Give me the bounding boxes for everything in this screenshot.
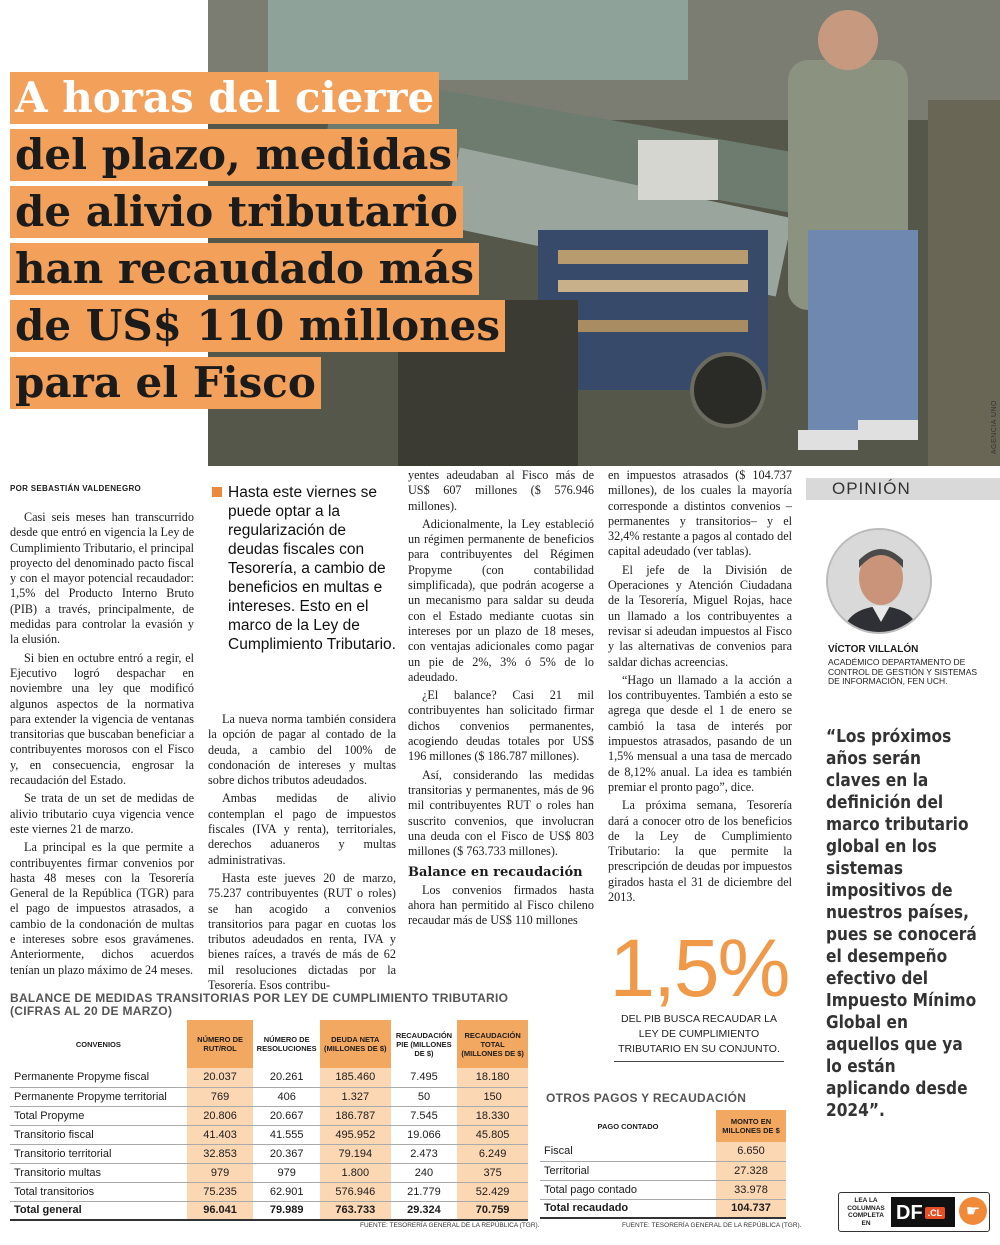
table-header-row bbox=[10, 1020, 528, 1068]
opinion-column bbox=[806, 478, 1000, 1121]
hand-pointer-icon: ☛ bbox=[959, 1197, 987, 1225]
article-column-2 bbox=[208, 712, 396, 996]
paragraph: Hasta este jueves 20 de marzo, 75.237 contribuyentes (RUT o roles) se han acogido a convenios transitorios para pagar en cuotas los tributos adeudados en renta, IVA y bienes raíces, a través de más de 62 mil resoluciones dictadas por la Tesorería. Esos contribu- bbox=[208, 870, 396, 993]
table-cell: 1.327 bbox=[320, 1087, 391, 1106]
table-cell: 20.806 bbox=[187, 1106, 254, 1125]
table-row bbox=[10, 1106, 528, 1125]
df-logo bbox=[891, 1197, 955, 1227]
other-payments-table bbox=[540, 1110, 786, 1219]
headline-line: de US$ 110 millones bbox=[10, 300, 505, 352]
table-title: OTROS PAGOS Y RECAUDACIÓN bbox=[546, 1091, 747, 1105]
table-row bbox=[10, 1144, 528, 1163]
table-cell: 27.328 bbox=[716, 1161, 786, 1180]
table-cell: 979 bbox=[253, 1163, 320, 1182]
table-source: FUENTE: TESORERÍA GENERAL DE LA REPÚBLICA (TGR). bbox=[622, 1222, 802, 1229]
headline-line: para el Fisco bbox=[10, 357, 321, 409]
row-label: Total recaudado bbox=[540, 1199, 716, 1218]
table-cell: 41.403 bbox=[187, 1125, 254, 1144]
table-cell: 104.737 bbox=[716, 1199, 786, 1218]
row-label: Total general bbox=[10, 1201, 187, 1220]
author-role: ACADÉMICO DEPARTAMENTO DE CONTROL DE GESTIÓN Y SISTEMAS DE INFORMACIÓN, FEN UCH. bbox=[828, 657, 978, 686]
paragraph: Ambas medidas de alivio contemplan el pago de impuestos fiscales (IVA y renta), territoriales, derechos aduaneros y multas administrativas. bbox=[208, 791, 396, 867]
table-row bbox=[540, 1142, 786, 1161]
table-cell: 375 bbox=[457, 1163, 528, 1182]
table-cell: 62.901 bbox=[253, 1182, 320, 1201]
table-total-row bbox=[540, 1199, 786, 1218]
lead-text: Hasta este viernes se puede optar a la regularización de deudas fiscales con Tesorería, a cambio de beneficios en multas e intereses. Esto en el marco de la Ley de Cumplimiento Tributario. bbox=[228, 484, 396, 653]
headline-line: de alivio tributario bbox=[10, 186, 463, 238]
column-header: RECAUDACIÓN TOTAL (MILLONES DE $) bbox=[457, 1020, 528, 1068]
table-header-row bbox=[540, 1110, 786, 1142]
table-cell: 75.235 bbox=[187, 1182, 254, 1201]
table-cell: 41.555 bbox=[253, 1125, 320, 1144]
table-cell: 32.853 bbox=[187, 1144, 254, 1163]
table-cell: 7.545 bbox=[391, 1106, 458, 1125]
row-label: Permanente Propyme territorial bbox=[10, 1087, 187, 1106]
table-cell: 19.066 bbox=[391, 1125, 458, 1144]
article-column-4 bbox=[608, 468, 792, 908]
table-cell: 79.989 bbox=[253, 1201, 320, 1220]
table-row bbox=[10, 1125, 528, 1144]
paragraph: Adicionalmente, la Ley estableció un régimen permanente de beneficios para contribuyentes del Régimen Propyme (con contabilidad simplificada), que podrán acogerse a un mecanismo para saldar su deuda con el Estado mediante cuotas sin intereses por un plazo de 18 meses, con ventajas adicionales como pagar un pie de 2%, 3% ó 5% de lo adeudado. bbox=[408, 516, 594, 684]
opinion-quote: “Los próximos años serán claves en la definición del marco tributario global en los sistemas impositivos de nuestros países, pues se conocerá el desempeño efectivo del Impuesto Mínimo Global en aquellos que ya lo están aplicando desde 2024”. bbox=[826, 727, 977, 1121]
table-cell: 2.473 bbox=[391, 1144, 458, 1163]
row-label: Total transitorios bbox=[10, 1182, 187, 1201]
table-cell: 18.330 bbox=[457, 1106, 528, 1125]
paragraph: La nueva norma también considera la opción de pagar al contado de la deuda, a cambio del 100% de condonación de intereses y multas sobre dichos tributos adeudados. bbox=[208, 712, 396, 788]
author-name: VÍCTOR VILLALÓN bbox=[828, 644, 919, 655]
paragraph: Los convenios firmados hasta ahora han permitido al Fisco chileno recaudar más de US$ 110 millones bbox=[408, 882, 594, 928]
table-cell: 406 bbox=[253, 1087, 320, 1106]
table-cell: 21.779 bbox=[391, 1182, 458, 1201]
headline-line: han recaudado más bbox=[10, 243, 479, 295]
df-caption: LEA LA COLUMNAS COMPLETA EN bbox=[847, 1197, 885, 1227]
table-row bbox=[10, 1087, 528, 1106]
lead-summary bbox=[212, 483, 398, 654]
table-cell: 769 bbox=[187, 1087, 254, 1106]
section-subhead: Balance en recaudación bbox=[408, 865, 583, 881]
row-label: Transitorio multas bbox=[10, 1163, 187, 1182]
article-column-3 bbox=[408, 468, 594, 932]
table-row bbox=[540, 1180, 786, 1199]
df-logo-text: DF bbox=[896, 1201, 923, 1224]
headline-line: A horas del cierre bbox=[10, 72, 439, 124]
df-logo-suffix: .CL bbox=[925, 1207, 946, 1219]
table-cell: 185.460 bbox=[320, 1068, 391, 1087]
table-cell: 240 bbox=[391, 1163, 458, 1182]
table-cell: 7.495 bbox=[391, 1068, 458, 1087]
key-stat bbox=[606, 923, 792, 1062]
table-cell: 20.261 bbox=[253, 1068, 320, 1087]
article-column-1 bbox=[10, 510, 194, 981]
paragraph: Se trata de un set de medidas de alivio tributario cuya vigencia vence este viernes 21 de marzo. bbox=[10, 791, 194, 836]
table-title: BALANCE DE MEDIDAS TRANSITORIAS POR LEY DE CUMPLIMIENTO TRIBUTARIO (CIFRAS AL 20 DE MARZO) bbox=[10, 991, 509, 1018]
table-cell: 20.667 bbox=[253, 1106, 320, 1125]
stat-caption: DEL PIB BUSCA RECAUDAR LA LEY DE CUMPLIMIENTO TRIBUTARIO EN SU CONJUNTO. bbox=[614, 1012, 784, 1062]
paragraph: El jefe de la División de Operaciones y Atención Ciudadana de la Tesorería, Miguel Rojas, hace un llamado a los contribuyentes a revisar si adeudan impuestos al Fisco y las alternativas de convenios para saldar dichas acreencias. bbox=[608, 562, 792, 669]
column-header: NÚMERO DE RESOLUCIONES bbox=[256, 1035, 317, 1053]
table-row bbox=[10, 1068, 528, 1087]
table-cell: 52.429 bbox=[457, 1182, 528, 1201]
table-cell: 576.946 bbox=[320, 1182, 391, 1201]
paragraph: “Hago un llamado a la acción a los contribuyentes. También a esto se agrega que desde el 1 de enero se cambió la tasa de interés por impuestos atrasados, pasando de un 1,5% mensual a una tasa de mercado de 8,12% anual. La idea es también premiar el pronto pago”, dice. bbox=[608, 672, 792, 794]
byline: POR SEBASTIÁN VALDENEGRO bbox=[10, 484, 142, 493]
table-cell: 495.952 bbox=[320, 1125, 391, 1144]
headline bbox=[10, 72, 501, 414]
table-row bbox=[10, 1182, 528, 1201]
row-label: Permanente Propyme fiscal bbox=[10, 1068, 187, 1087]
stat-value: 1,5% bbox=[609, 923, 789, 1014]
column-header: MONTO EN MILLONES DE $ bbox=[716, 1110, 786, 1142]
paragraph: Si bien en octubre entró a regir, el Ejecutivo logró despachar en noviembre una ley que modificó algunos aspectos de la normativa para extender la vigencia de ventanas transitorias que buscaban beneficiar a contribuyentes morosos con el Fisco y, en consecuencia, engrosar la recaudación del Estado. bbox=[10, 650, 194, 788]
photo-credit: AGENCIA UNO bbox=[991, 400, 998, 455]
table-cell: 20.037 bbox=[187, 1068, 254, 1087]
author-portrait-icon bbox=[828, 530, 932, 634]
table-total-row bbox=[10, 1201, 528, 1220]
paragraph: La principal es la que permite a contribuyentes firmar convenios por hasta 48 meses con la Tesorería General de la República (TGR) para el pago de impuestos atrasados, a cambio de la condonación de multas e intereses sobre esos gravámenes. Anteriormente, dichos acuerdos tenían un plazo máximo de 24 meses. bbox=[10, 840, 194, 977]
column-header: CONVENIOS bbox=[75, 1039, 121, 1049]
column-header: RECAUDACIÓN PIE (MILLONES DE $) bbox=[395, 1030, 453, 1058]
column-header: DEUDA NETA (MILLONES DE $) bbox=[320, 1020, 391, 1068]
column-header: PAGO CONTADO bbox=[597, 1121, 659, 1131]
row-label: Transitorio territorial bbox=[10, 1144, 187, 1163]
row-label: Total Propyme bbox=[10, 1106, 187, 1125]
table-cell: 96.041 bbox=[187, 1201, 254, 1220]
table-cell: 979 bbox=[187, 1163, 254, 1182]
transitional-measures-table bbox=[10, 1020, 528, 1221]
table-cell: 33.978 bbox=[716, 1180, 786, 1199]
table-cell: 50 bbox=[391, 1087, 458, 1106]
df-link-badge[interactable] bbox=[838, 1192, 990, 1232]
avatar bbox=[826, 528, 932, 634]
table-cell: 18.180 bbox=[457, 1068, 528, 1087]
paragraph: yentes adeudaban al Fisco más de US$ 607 millones ($ 576.946 millones). bbox=[408, 468, 594, 513]
table-cell: 1.800 bbox=[320, 1163, 391, 1182]
table-cell: 186.787 bbox=[320, 1106, 391, 1125]
table-cell: 150 bbox=[457, 1087, 528, 1106]
headline-line: del plazo, medidas bbox=[10, 129, 457, 181]
column-header: NÚMERO DE RUT/ROL bbox=[187, 1020, 254, 1068]
table-row bbox=[10, 1163, 528, 1182]
table-cell: 6.249 bbox=[457, 1144, 528, 1163]
table-cell: 79.194 bbox=[320, 1144, 391, 1163]
table-cell: 763.733 bbox=[320, 1201, 391, 1220]
paragraph: Así, considerando las medidas transitorias y permanentes, más de 96 mil contribuyentes RUT o roles han suscrito convenios, que involucran una deuda con el Fisco de US$ 803 millones ($ 763.733 millones). bbox=[408, 767, 594, 859]
table-row bbox=[540, 1161, 786, 1180]
table-cell: 70.759 bbox=[457, 1201, 528, 1220]
table-cell: 6.650 bbox=[716, 1142, 786, 1161]
row-label: Territorial bbox=[540, 1161, 716, 1180]
table-cell: 45.805 bbox=[457, 1125, 528, 1144]
bullet-square-icon bbox=[212, 487, 222, 497]
row-label: Transitorio fiscal bbox=[10, 1125, 187, 1144]
row-label: Total pago contado bbox=[540, 1180, 716, 1199]
paragraph: La próxima semana, Tesorería dará a conocer otro de los beneficios de la Ley de Cumplimiento Tributario: la que permite la prescripción de deudas por impuestos girados hasta el 31 de diciembre del 2013. bbox=[608, 798, 792, 905]
opinion-tab: OPINIÓN bbox=[806, 478, 1000, 500]
paragraph: en impuestos atrasados ($ 104.737 millones), de los cuales la mayoría corresponde a distintos convenios –permanentes y transitorios– y el 32,4% restante a pagos al contado del capital adeudado (ver tablas). bbox=[608, 468, 792, 559]
table-source: FUENTE: TESORERÍA GENERAL DE LA REPÚBLICA (TGR). bbox=[360, 1222, 540, 1229]
table-cell: 29.324 bbox=[391, 1201, 458, 1220]
paragraph: ¿El balance? Casi 21 mil contribuyentes han solicitado firmar dichos convenios permanentes, acogiendo deudas totales por US$ 196 millones ($ 186.787 millones). bbox=[408, 688, 594, 764]
table-cell: 20.367 bbox=[253, 1144, 320, 1163]
row-label: Fiscal bbox=[540, 1142, 716, 1161]
paragraph: Casi seis meses han transcurrido desde que entró en vigencia la Ley de Cumplimiento Tributario, el principal proyecto del denominado pacto fiscal y con el mayor potencial recaudador: 1,5% del Producto Interno Bruto (PIB) a través, principalmente, de medidas para controlar la evasión y la elusión. bbox=[10, 510, 194, 647]
